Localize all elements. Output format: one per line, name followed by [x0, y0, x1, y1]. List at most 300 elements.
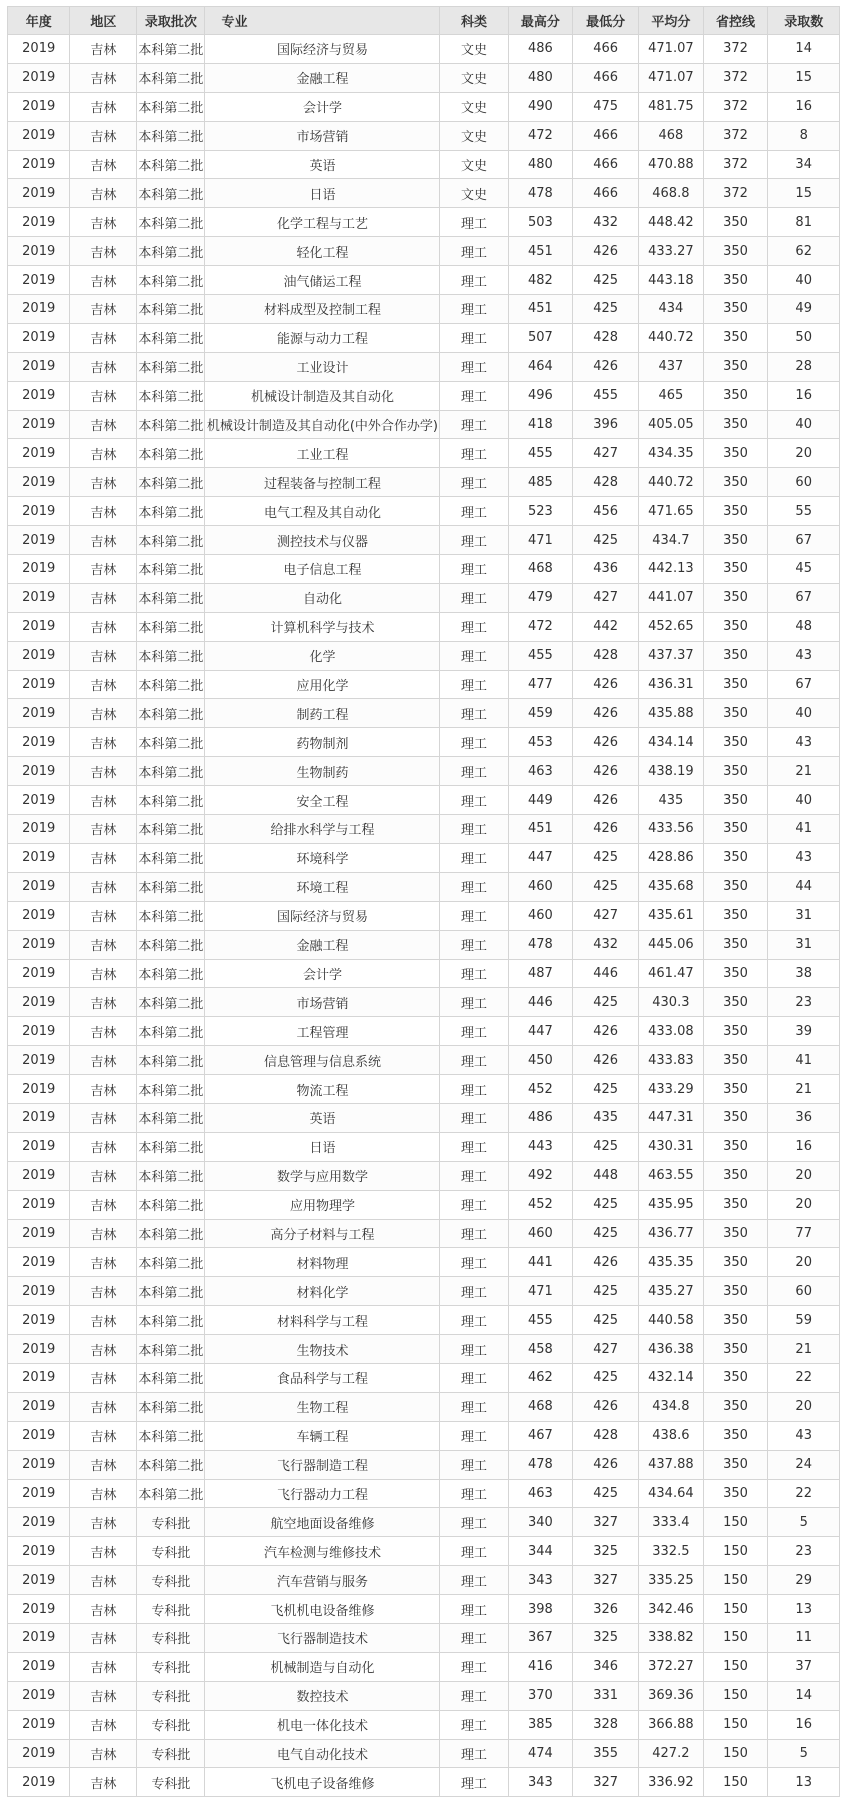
max-score-cell: 418: [508, 410, 573, 439]
max-score-cell: 453: [508, 728, 573, 757]
control-line-cell: 372: [703, 150, 768, 179]
major-cell: 英语: [205, 150, 440, 179]
batch-cell: 本科第二批: [137, 1046, 205, 1075]
admitted-count-cell: 60: [768, 468, 840, 497]
max-score-cell: 441: [508, 1248, 573, 1277]
region-cell: 吉林: [70, 901, 137, 930]
major-cell: 生物制药: [205, 757, 440, 786]
min-score-cell: 327: [573, 1768, 639, 1797]
max-score-cell: 472: [508, 612, 573, 641]
max-score-cell: 449: [508, 786, 573, 815]
avg-score-cell: 435.88: [639, 699, 704, 728]
year-cell: 2019: [8, 641, 70, 670]
table-row: [8, 1508, 840, 1537]
admitted-count-cell: 41: [768, 815, 840, 844]
control-line-cell: 150: [703, 1623, 768, 1652]
category-cell: 理工: [440, 1508, 508, 1537]
year-cell: 2019: [8, 1479, 70, 1508]
max-score-cell: 503: [508, 208, 573, 237]
control-line-cell: 150: [703, 1595, 768, 1624]
batch-cell: 本科第二批: [137, 959, 205, 988]
max-score-cell: 458: [508, 1335, 573, 1364]
avg-score-cell: 452.65: [639, 612, 704, 641]
major-cell: 会计学: [205, 92, 440, 121]
table-header-row: [8, 7, 840, 35]
year-cell: 2019: [8, 728, 70, 757]
table-row: [8, 1306, 840, 1335]
year-cell: 2019: [8, 1595, 70, 1624]
min-score-cell: 426: [573, 1248, 639, 1277]
header-category: 科类: [440, 7, 508, 35]
category-cell: 理工: [440, 1132, 508, 1161]
batch-cell: 本科第二批: [137, 497, 205, 526]
max-score-cell: 416: [508, 1652, 573, 1681]
admitted-count-cell: 67: [768, 670, 840, 699]
min-score-cell: 425: [573, 1075, 639, 1104]
major-cell: 计算机科学与技术: [205, 612, 440, 641]
control-line-cell: 350: [703, 381, 768, 410]
batch-cell: 本科第二批: [137, 526, 205, 555]
min-score-cell: 448: [573, 1161, 639, 1190]
region-cell: 吉林: [70, 1046, 137, 1075]
batch-cell: 专科批: [137, 1710, 205, 1739]
avg-score-cell: 434.35: [639, 439, 704, 468]
max-score-cell: 443: [508, 1132, 573, 1161]
table-row: [8, 1075, 840, 1104]
table-row: [8, 35, 840, 64]
min-score-cell: 466: [573, 179, 639, 208]
table-row: [8, 612, 840, 641]
major-cell: 工业工程: [205, 439, 440, 468]
category-cell: 理工: [440, 757, 508, 786]
control-line-cell: 350: [703, 555, 768, 584]
year-cell: 2019: [8, 1768, 70, 1797]
control-line-cell: 350: [703, 930, 768, 959]
min-score-cell: 425: [573, 295, 639, 324]
control-line-cell: 350: [703, 410, 768, 439]
year-cell: 2019: [8, 526, 70, 555]
batch-cell: 本科第二批: [137, 121, 205, 150]
table-row: [8, 1623, 840, 1652]
major-cell: 飞行器制造技术: [205, 1623, 440, 1652]
min-score-cell: 425: [573, 1479, 639, 1508]
year-cell: 2019: [8, 1248, 70, 1277]
region-cell: 吉林: [70, 1075, 137, 1104]
year-cell: 2019: [8, 757, 70, 786]
batch-cell: 本科第二批: [137, 1392, 205, 1421]
batch-cell: 专科批: [137, 1739, 205, 1768]
admitted-count-cell: 62: [768, 237, 840, 266]
min-score-cell: 328: [573, 1710, 639, 1739]
min-score-cell: 425: [573, 266, 639, 295]
table-row: [8, 815, 840, 844]
max-score-cell: 451: [508, 815, 573, 844]
admitted-count-cell: 20: [768, 1161, 840, 1190]
batch-cell: 本科第二批: [137, 295, 205, 324]
min-score-cell: 426: [573, 352, 639, 381]
major-cell: 制药工程: [205, 699, 440, 728]
table-row: [8, 1248, 840, 1277]
control-line-cell: 350: [703, 786, 768, 815]
max-score-cell: 464: [508, 352, 573, 381]
min-score-cell: 426: [573, 1450, 639, 1479]
avg-score-cell: 445.06: [639, 930, 704, 959]
max-score-cell: 459: [508, 699, 573, 728]
year-cell: 2019: [8, 497, 70, 526]
avg-score-cell: 437.37: [639, 641, 704, 670]
year-cell: 2019: [8, 1075, 70, 1104]
control-line-cell: 350: [703, 699, 768, 728]
region-cell: 吉林: [70, 1277, 137, 1306]
min-score-cell: 425: [573, 988, 639, 1017]
batch-cell: 本科第二批: [137, 1219, 205, 1248]
avg-score-cell: 435.95: [639, 1190, 704, 1219]
major-cell: 金融工程: [205, 930, 440, 959]
admitted-count-cell: 41: [768, 1046, 840, 1075]
control-line-cell: 350: [703, 497, 768, 526]
category-cell: 理工: [440, 786, 508, 815]
year-cell: 2019: [8, 1219, 70, 1248]
avg-score-cell: 433.08: [639, 1017, 704, 1046]
avg-score-cell: 434.8: [639, 1392, 704, 1421]
batch-cell: 本科第二批: [137, 843, 205, 872]
avg-score-cell: 436.38: [639, 1335, 704, 1364]
max-score-cell: 482: [508, 266, 573, 295]
major-cell: 国际经济与贸易: [205, 901, 440, 930]
batch-cell: 本科第二批: [137, 1190, 205, 1219]
avg-score-cell: 438.19: [639, 757, 704, 786]
admitted-count-cell: 60: [768, 1277, 840, 1306]
category-cell: 理工: [440, 1306, 508, 1335]
min-score-cell: 436: [573, 555, 639, 584]
min-score-cell: 428: [573, 468, 639, 497]
control-line-cell: 350: [703, 641, 768, 670]
max-score-cell: 496: [508, 381, 573, 410]
category-cell: 理工: [440, 699, 508, 728]
max-score-cell: 485: [508, 468, 573, 497]
category-cell: 理工: [440, 1479, 508, 1508]
max-score-cell: 450: [508, 1046, 573, 1075]
max-score-cell: 468: [508, 1392, 573, 1421]
avg-score-cell: 468.8: [639, 179, 704, 208]
avg-score-cell: 372.27: [639, 1652, 704, 1681]
min-score-cell: 466: [573, 121, 639, 150]
category-cell: 文史: [440, 179, 508, 208]
admitted-count-cell: 8: [768, 121, 840, 150]
max-score-cell: 463: [508, 757, 573, 786]
region-cell: 吉林: [70, 1219, 137, 1248]
admitted-count-cell: 16: [768, 92, 840, 121]
admitted-count-cell: 11: [768, 1623, 840, 1652]
table-row: [8, 1392, 840, 1421]
batch-cell: 本科第二批: [137, 150, 205, 179]
avg-score-cell: 470.88: [639, 150, 704, 179]
avg-score-cell: 366.88: [639, 1710, 704, 1739]
table-row: [8, 1710, 840, 1739]
major-cell: 日语: [205, 1132, 440, 1161]
table-row: [8, 583, 840, 612]
region-cell: 吉林: [70, 237, 137, 266]
category-cell: 理工: [440, 497, 508, 526]
batch-cell: 专科批: [137, 1537, 205, 1566]
control-line-cell: 350: [703, 670, 768, 699]
region-cell: 吉林: [70, 1652, 137, 1681]
category-cell: 理工: [440, 1450, 508, 1479]
major-cell: 机械制造与自动化: [205, 1652, 440, 1681]
table-row: [8, 1017, 840, 1046]
max-score-cell: 479: [508, 583, 573, 612]
category-cell: 文史: [440, 150, 508, 179]
min-score-cell: 427: [573, 439, 639, 468]
control-line-cell: 372: [703, 179, 768, 208]
admitted-count-cell: 21: [768, 1075, 840, 1104]
table-row: [8, 150, 840, 179]
category-cell: 理工: [440, 555, 508, 584]
year-cell: 2019: [8, 786, 70, 815]
admitted-count-cell: 20: [768, 1248, 840, 1277]
control-line-cell: 350: [703, 1392, 768, 1421]
major-cell: 英语: [205, 1103, 440, 1132]
category-cell: 理工: [440, 1710, 508, 1739]
region-cell: 吉林: [70, 150, 137, 179]
min-score-cell: 432: [573, 930, 639, 959]
control-line-cell: 350: [703, 1161, 768, 1190]
year-cell: 2019: [8, 1566, 70, 1595]
year-cell: 2019: [8, 1450, 70, 1479]
table-row: [8, 1681, 840, 1710]
major-cell: 电气工程及其自动化: [205, 497, 440, 526]
major-cell: 化学工程与工艺: [205, 208, 440, 237]
control-line-cell: 350: [703, 1335, 768, 1364]
year-cell: 2019: [8, 670, 70, 699]
avg-score-cell: 335.25: [639, 1566, 704, 1595]
year-cell: 2019: [8, 1161, 70, 1190]
min-score-cell: 426: [573, 815, 639, 844]
avg-score-cell: 435: [639, 786, 704, 815]
min-score-cell: 425: [573, 1363, 639, 1392]
max-score-cell: 451: [508, 295, 573, 324]
max-score-cell: 472: [508, 121, 573, 150]
min-score-cell: 456: [573, 497, 639, 526]
region-cell: 吉林: [70, 612, 137, 641]
batch-cell: 专科批: [137, 1768, 205, 1797]
category-cell: 理工: [440, 901, 508, 930]
avg-score-cell: 471.07: [639, 63, 704, 92]
control-line-cell: 350: [703, 1248, 768, 1277]
category-cell: 理工: [440, 1190, 508, 1219]
header-region: 地区: [70, 7, 137, 35]
major-cell: 机械设计制造及其自动化: [205, 381, 440, 410]
category-cell: 文史: [440, 92, 508, 121]
year-cell: 2019: [8, 1046, 70, 1075]
avg-score-cell: 441.07: [639, 583, 704, 612]
avg-score-cell: 433.83: [639, 1046, 704, 1075]
batch-cell: 本科第二批: [137, 1017, 205, 1046]
year-cell: 2019: [8, 150, 70, 179]
major-cell: 环境科学: [205, 843, 440, 872]
table-row: [8, 381, 840, 410]
table-row: [8, 1132, 840, 1161]
major-cell: 工业设计: [205, 352, 440, 381]
avg-score-cell: 435.68: [639, 872, 704, 901]
admitted-count-cell: 48: [768, 612, 840, 641]
category-cell: 理工: [440, 1363, 508, 1392]
table-body: [8, 35, 840, 1797]
max-score-cell: 460: [508, 1219, 573, 1248]
region-cell: 吉林: [70, 92, 137, 121]
region-cell: 吉林: [70, 757, 137, 786]
category-cell: 理工: [440, 1046, 508, 1075]
control-line-cell: 350: [703, 208, 768, 237]
batch-cell: 本科第二批: [137, 63, 205, 92]
control-line-cell: 350: [703, 1306, 768, 1335]
batch-cell: 本科第二批: [137, 815, 205, 844]
year-cell: 2019: [8, 1681, 70, 1710]
major-cell: 飞行器动力工程: [205, 1479, 440, 1508]
avg-score-cell: 461.47: [639, 959, 704, 988]
avg-score-cell: 442.13: [639, 555, 704, 584]
control-line-cell: 150: [703, 1768, 768, 1797]
control-line-cell: 350: [703, 901, 768, 930]
min-score-cell: 426: [573, 237, 639, 266]
batch-cell: 本科第二批: [137, 612, 205, 641]
avg-score-cell: 435.61: [639, 901, 704, 930]
category-cell: 理工: [440, 583, 508, 612]
batch-cell: 专科批: [137, 1508, 205, 1537]
avg-score-cell: 432.14: [639, 1363, 704, 1392]
region-cell: 吉林: [70, 323, 137, 352]
region-cell: 吉林: [70, 1508, 137, 1537]
batch-cell: 本科第二批: [137, 786, 205, 815]
category-cell: 理工: [440, 930, 508, 959]
admitted-count-cell: 40: [768, 410, 840, 439]
region-cell: 吉林: [70, 208, 137, 237]
admitted-count-cell: 34: [768, 150, 840, 179]
batch-cell: 本科第二批: [137, 352, 205, 381]
batch-cell: 本科第二批: [137, 930, 205, 959]
min-score-cell: 425: [573, 1132, 639, 1161]
major-cell: 飞机机电设备维修: [205, 1595, 440, 1624]
max-score-cell: 446: [508, 988, 573, 1017]
category-cell: 理工: [440, 410, 508, 439]
max-score-cell: 344: [508, 1537, 573, 1566]
category-cell: 理工: [440, 728, 508, 757]
region-cell: 吉林: [70, 266, 137, 295]
admitted-count-cell: 16: [768, 381, 840, 410]
admitted-count-cell: 43: [768, 641, 840, 670]
batch-cell: 本科第二批: [137, 1479, 205, 1508]
min-score-cell: 455: [573, 381, 639, 410]
batch-cell: 专科批: [137, 1566, 205, 1595]
major-cell: 日语: [205, 179, 440, 208]
table-row: [8, 1219, 840, 1248]
min-score-cell: 466: [573, 150, 639, 179]
header-year: 年度: [8, 7, 70, 35]
region-cell: 吉林: [70, 1306, 137, 1335]
max-score-cell: 455: [508, 439, 573, 468]
table-row: [8, 295, 840, 324]
region-cell: 吉林: [70, 352, 137, 381]
major-cell: 安全工程: [205, 786, 440, 815]
batch-cell: 本科第二批: [137, 1075, 205, 1104]
category-cell: 理工: [440, 1566, 508, 1595]
batch-cell: 本科第二批: [137, 1277, 205, 1306]
max-score-cell: 447: [508, 1017, 573, 1046]
region-cell: 吉林: [70, 1595, 137, 1624]
batch-cell: 本科第二批: [137, 179, 205, 208]
min-score-cell: 425: [573, 843, 639, 872]
avg-score-cell: 434.14: [639, 728, 704, 757]
control-line-cell: 150: [703, 1681, 768, 1710]
avg-score-cell: 481.75: [639, 92, 704, 121]
avg-score-cell: 448.42: [639, 208, 704, 237]
max-score-cell: 478: [508, 930, 573, 959]
min-score-cell: 426: [573, 1392, 639, 1421]
admitted-count-cell: 40: [768, 266, 840, 295]
min-score-cell: 327: [573, 1508, 639, 1537]
year-cell: 2019: [8, 1508, 70, 1537]
avg-score-cell: 338.82: [639, 1623, 704, 1652]
header-major: 专业: [205, 7, 440, 35]
year-cell: 2019: [8, 179, 70, 208]
header-min-score: 最低分: [573, 7, 639, 35]
admitted-count-cell: 44: [768, 872, 840, 901]
region-cell: 吉林: [70, 381, 137, 410]
year-cell: 2019: [8, 439, 70, 468]
admitted-count-cell: 23: [768, 1537, 840, 1566]
batch-cell: 专科批: [137, 1595, 205, 1624]
category-cell: 理工: [440, 237, 508, 266]
control-line-cell: 350: [703, 1421, 768, 1450]
avg-score-cell: 437: [639, 352, 704, 381]
category-cell: 理工: [440, 1681, 508, 1710]
max-score-cell: 452: [508, 1190, 573, 1219]
region-cell: 吉林: [70, 35, 137, 64]
admitted-count-cell: 67: [768, 583, 840, 612]
avg-score-cell: 465: [639, 381, 704, 410]
category-cell: 理工: [440, 988, 508, 1017]
table-row: [8, 1768, 840, 1797]
control-line-cell: 150: [703, 1537, 768, 1566]
major-cell: 环境工程: [205, 872, 440, 901]
max-score-cell: 447: [508, 843, 573, 872]
batch-cell: 本科第二批: [137, 381, 205, 410]
admitted-count-cell: 14: [768, 35, 840, 64]
region-cell: 吉林: [70, 1335, 137, 1364]
admitted-count-cell: 40: [768, 699, 840, 728]
year-cell: 2019: [8, 1421, 70, 1450]
table-row: [8, 352, 840, 381]
min-score-cell: 325: [573, 1537, 639, 1566]
year-cell: 2019: [8, 35, 70, 64]
control-line-cell: 350: [703, 583, 768, 612]
admitted-count-cell: 31: [768, 901, 840, 930]
major-cell: 材料物理: [205, 1248, 440, 1277]
major-cell: 机械设计制造及其自动化(中外合作办学): [205, 410, 440, 439]
year-cell: 2019: [8, 1132, 70, 1161]
batch-cell: 本科第二批: [137, 439, 205, 468]
region-cell: 吉林: [70, 1479, 137, 1508]
major-cell: 飞行器制造工程: [205, 1450, 440, 1479]
min-score-cell: 426: [573, 757, 639, 786]
min-score-cell: 466: [573, 63, 639, 92]
min-score-cell: 426: [573, 1017, 639, 1046]
category-cell: 理工: [440, 641, 508, 670]
min-score-cell: 442: [573, 612, 639, 641]
batch-cell: 本科第二批: [137, 1132, 205, 1161]
admitted-count-cell: 39: [768, 1017, 840, 1046]
year-cell: 2019: [8, 1710, 70, 1739]
